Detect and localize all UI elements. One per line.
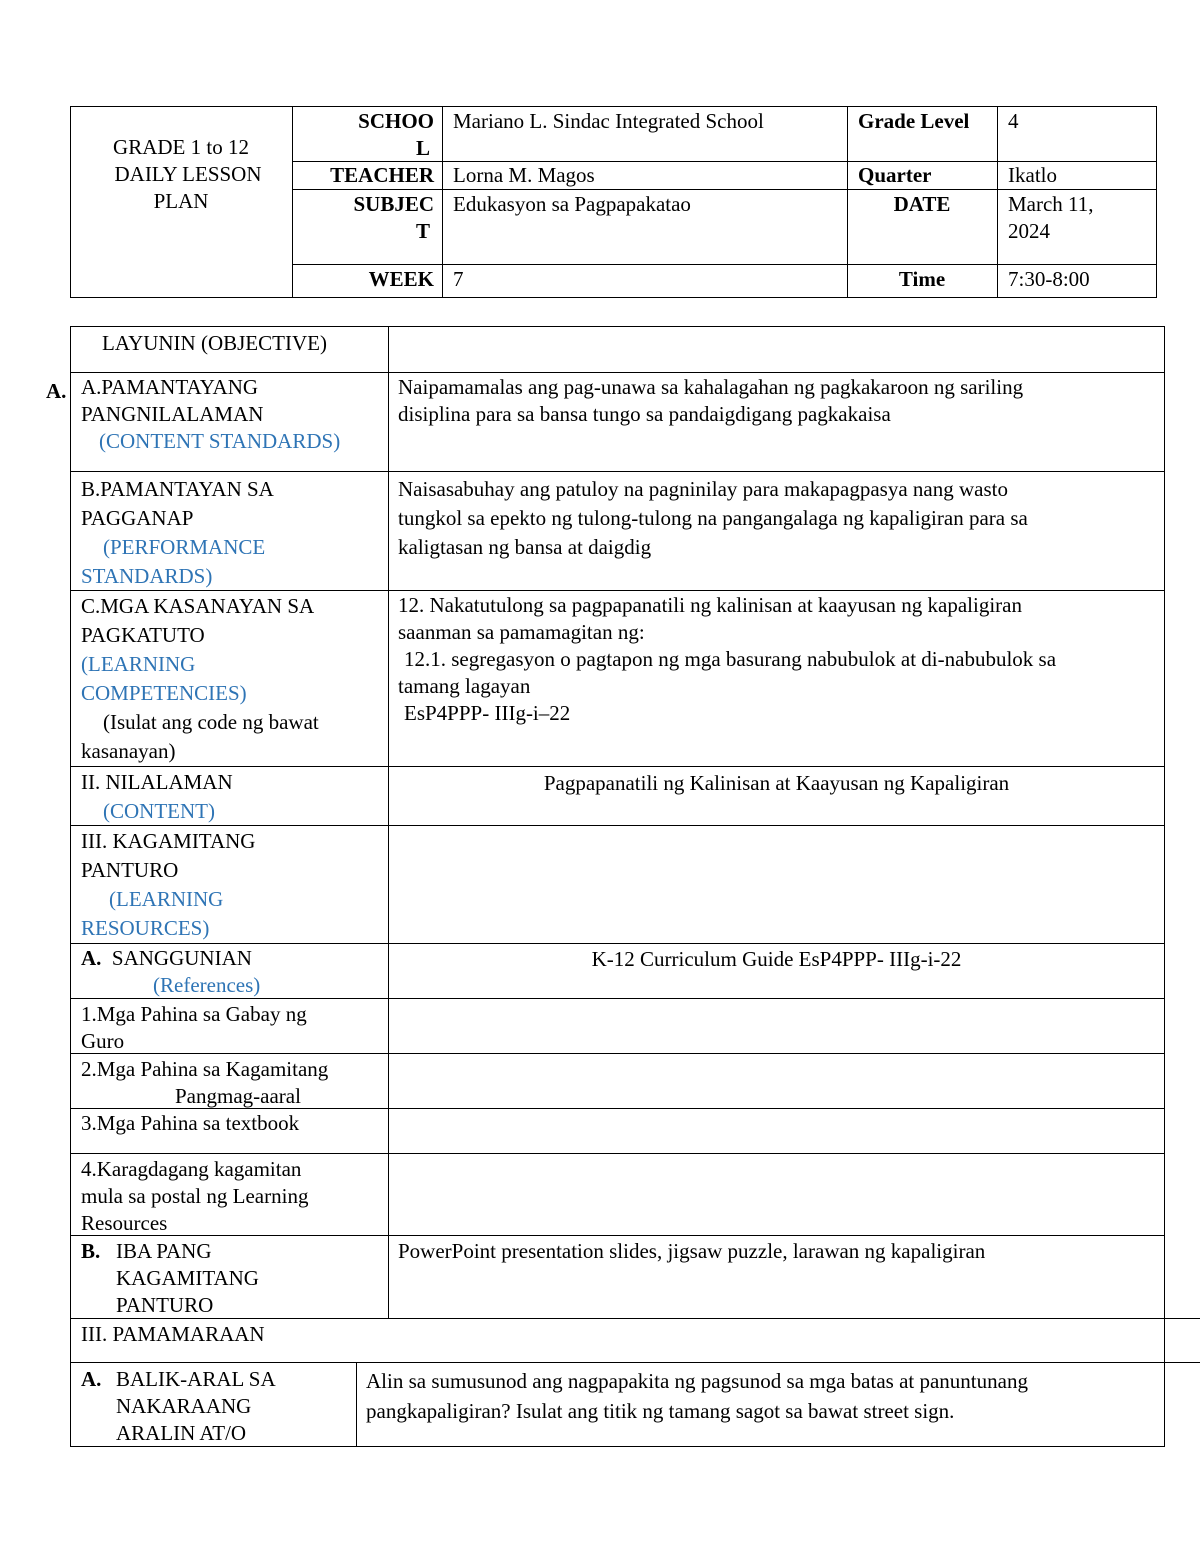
teacher-value: Lorna M. Magos <box>453 163 595 187</box>
quarter-value: Ikatlo <box>1008 163 1057 187</box>
content-standards-label: A.PAMANTAYANG PANGNILALAMAN (CONTENT STANDARDS) <box>81 375 341 453</box>
lr-portal-materials-label: 4.Karagdagang kagamitan mula sa postal ng Learning Resources <box>81 1157 309 1235</box>
other-materials-label: B. IBA PANG KAGAMITANG PANTURO <box>81 1239 259 1317</box>
references-value: K-12 Curriculum Guide EsP4PPP- IIIg-i-22 <box>591 947 962 971</box>
time-label: Time <box>898 267 946 291</box>
grade-level-label: Grade Level <box>858 109 970 133</box>
procedure-label: III. PAMAMARAAN <box>81 1322 265 1346</box>
subject-label: SUBJEC T <box>353 192 434 243</box>
content-value: Pagpapanatili ng Kalinisan at Kaayusan ng Kapaligiran <box>543 771 1010 795</box>
school-label: SCHOO L <box>358 109 434 160</box>
learning-competencies-value: 12. Nakatutulong sa pagpapanatili ng kalinisan at kaayusan ng kapaligiran saanman sa pamamagitan ng: 12.1. segregasyon o pagtapon ng mga basurang nabubulok at di-nabubulok sa tamang lagayan EsP4PPP- IIIg-i–22 <box>398 593 1057 725</box>
objective-label: LAYUNIN (OBJECTIVE) <box>102 331 327 355</box>
other-materials-value: PowerPoint presentation slides, jigsaw puzzle, larawan ng kapaligiran <box>398 1239 986 1263</box>
teacher-guide-pages-label: 1.Mga Pahina sa Gabay ng Guro <box>81 1002 307 1053</box>
week-value: 7 <box>453 267 464 291</box>
content-label: II. NILALAMAN (CONTENT) <box>81 770 233 823</box>
content-standards-value: Naipamamalas ang pag-unawa sa kahalagahan ng pagkakaroon ng sariling disiplina para sa bansa tungo sa pandaigdigang pagkakaisa <box>398 375 1024 426</box>
dlp-title: GRADE 1 to 12 DAILY LESSON PLAN <box>113 135 262 213</box>
review-value: Alin sa sumusunod ang nagpapakita ng pagsunod sa mga batas at panuntunang pangkapaligiran? Isulat ang titik ng tamang sagot sa bawat street sign. <box>366 1369 1028 1423</box>
quarter-label: Quarter <box>858 163 932 187</box>
date-value: March 11, 2024 <box>1008 192 1094 243</box>
school-value: Mariano L. Sindac Integrated School <box>453 109 764 133</box>
review-label: A. BALIK-ARAL SA NAKARAANG ARALIN AT/O <box>81 1367 276 1445</box>
teacher-label: TEACHER <box>330 163 434 187</box>
margin-marker: A. <box>46 379 67 403</box>
subject-value: Edukasyon sa Pagpapakatao <box>453 192 691 216</box>
learning-competencies-label: C.MGA KASANAYAN SA PAGKATUTO (LEARNING COMPETENCIES) (Isulat ang code ng bawat kasanayan) <box>81 594 319 763</box>
performance-standards-value: Naisasabuhay ang patuloy na pagninilay para makapagpasya nang wasto tungkol sa epekto ng tulong-tulong na pangangalaga ng kapaligiran para sa kaligtasan ng bansa at daigdig <box>398 477 1028 559</box>
date-label: DATE <box>893 192 951 216</box>
time-value: 7:30-8:00 <box>1008 267 1090 291</box>
references-label: A. SANGGUNIAN (References) <box>81 946 261 997</box>
textbook-pages-label: 3.Mga Pahina sa textbook <box>81 1111 300 1135</box>
grade-level-value: 4 <box>1008 109 1019 133</box>
week-label: WEEK <box>368 267 434 291</box>
performance-standards-label: B.PAMANTAYAN SA PAGGANAP (PERFORMANCE STANDARDS) <box>81 477 274 588</box>
learner-materials-pages-label: 2.Mga Pahina sa Kagamitang Pangmag-aaral <box>81 1057 329 1108</box>
learning-resources-label: III. KAGAMITANG PANTURO (LEARNING RESOURCES) <box>81 829 256 940</box>
